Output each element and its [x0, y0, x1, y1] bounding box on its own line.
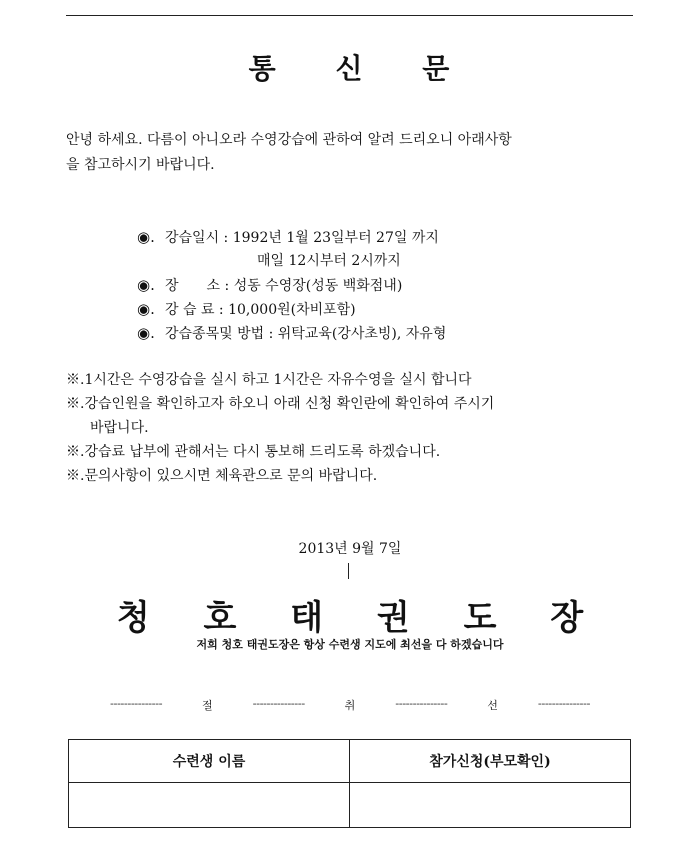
- text-cursor: [348, 563, 349, 579]
- cut-label: 선: [487, 699, 498, 712]
- parent-confirm-cell[interactable]: [350, 783, 631, 828]
- bullet-icon: ◉.: [137, 276, 155, 294]
- detail-schedule-cont: [137, 249, 446, 273]
- note-item: ※.문의사항이 있으시면 체육관으로 문의 바랍니다.: [66, 468, 378, 484]
- application-table: [68, 739, 631, 828]
- bullet-icon: ◉.: [137, 300, 155, 318]
- table-row: [69, 783, 631, 828]
- org-char: 장: [550, 598, 584, 638]
- table-header-name: 수련생 이름: [69, 740, 350, 783]
- detail-value: 10,000원(차비포함): [228, 302, 356, 318]
- note-item: ※.강습인원을 확인하고자 하오니 아래 신청 확인란에 확인하여 주시기: [66, 396, 495, 412]
- org-char: 권: [376, 598, 410, 638]
- detail-schedule: ◉. 강습일시 : 1992년 1월 23일부터 27일 까지: [137, 225, 446, 249]
- detail-place: ◉. 장 소 : 성동 수영장(성동 백화점내): [137, 273, 446, 297]
- intro-line: 을 참고하시기 바랍니다.: [66, 157, 215, 173]
- detail-fee: ◉. 강 습 료 : 10,000원(차비포함): [137, 297, 446, 321]
- org-char: 청: [116, 598, 150, 638]
- cut-dashes: ---------------: [395, 697, 448, 710]
- notes-list: [66, 368, 494, 488]
- detail-value: 위탁교육(강사초빙), 자유형: [277, 326, 447, 342]
- org-char: 호: [203, 598, 237, 638]
- intro-line: 안녕 하세요. 다름이 아니오라 수영강습에 관하여 알려 드리오니 아래사항: [66, 132, 512, 148]
- detail-label: 강습일시: [165, 230, 220, 246]
- detail-label: 강습종목및 방법: [165, 326, 265, 342]
- document-date: 2013년 9월 7일: [298, 541, 402, 557]
- org-char: 태: [290, 598, 324, 638]
- cut-label: 취: [344, 699, 356, 712]
- detail-value: 성동 수영장(성동 백화점내): [233, 278, 403, 294]
- detail-value: 1992년 1월 23일부터 27일 까지: [232, 230, 439, 246]
- cut-label: 절: [202, 699, 213, 712]
- detail-label: 장 소: [165, 278, 221, 294]
- detail-type: ◉. 강습종목및 방법 : 위탁교육(강사초빙), 자유형: [137, 321, 446, 345]
- cut-dashes: ---------------: [110, 697, 163, 710]
- title-char: 통: [248, 52, 278, 85]
- title-char: 문: [422, 52, 452, 85]
- note-item: ※.강습료 납부에 관해서는 다시 통보해 드리도록 하겠습니다.: [66, 444, 441, 460]
- organization-name: [0, 590, 700, 639]
- note-item-cont: 바랍니다.: [90, 420, 149, 436]
- table-header-row: [69, 740, 631, 783]
- detail-value: 매일 12시부터 2시까지: [257, 253, 401, 269]
- document-title: [0, 47, 700, 87]
- cut-dashes: ---------------: [252, 697, 305, 710]
- table-header-confirm: 참가신청(부모확인): [350, 740, 631, 783]
- student-name-cell[interactable]: [69, 783, 350, 828]
- bullet-icon: ◉.: [137, 324, 155, 342]
- top-rule: [66, 15, 633, 16]
- note-item: ※.1시간은 수영강습을 실시 하고 1시간은 자유수영을 실시 합니다: [66, 372, 472, 388]
- cut-line: [110, 697, 590, 713]
- cut-dashes: ---------------: [537, 697, 590, 710]
- detail-label: 강 습 료: [165, 302, 215, 318]
- intro-paragraph: [66, 128, 636, 178]
- details-list: [137, 225, 446, 345]
- title-char: 신: [335, 52, 365, 85]
- org-char: 도: [463, 598, 497, 638]
- bullet-icon: ◉.: [137, 228, 155, 246]
- organization-motto: 저희 청호 태권도장은 항상 수련생 지도에 최선을 다 하겠습니다: [196, 638, 504, 651]
